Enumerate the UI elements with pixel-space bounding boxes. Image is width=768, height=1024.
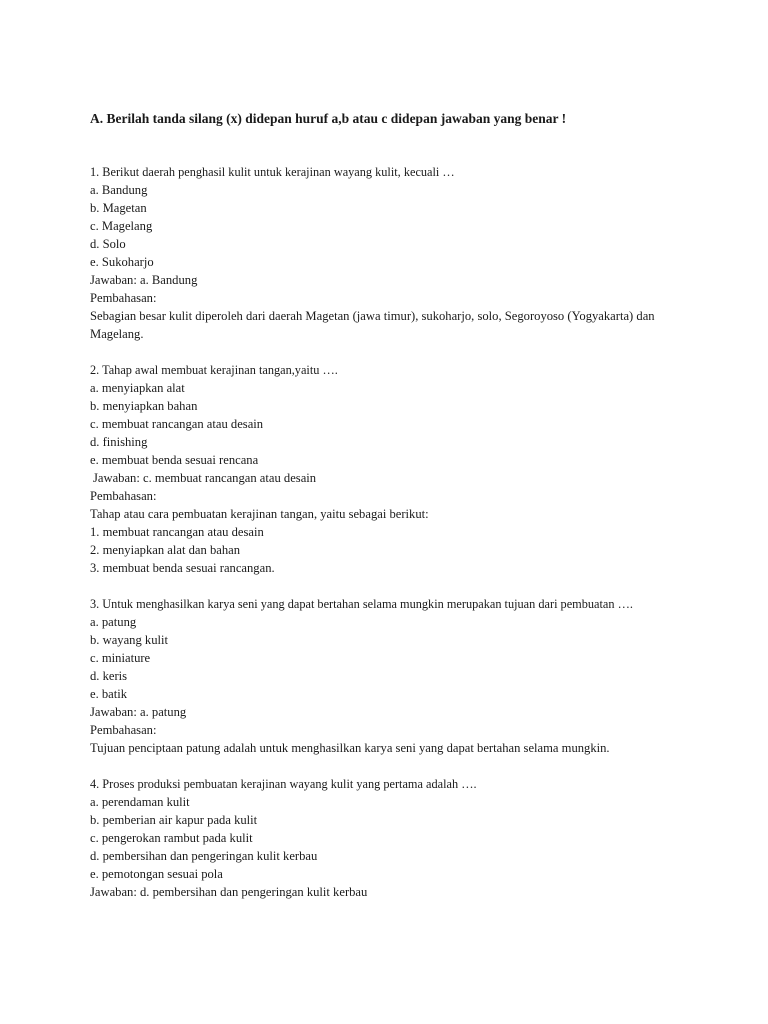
discussion-text: Tujuan penciptaan patung adalah untuk menghasilkan karya seni yang dapat bertahan selama mungkin. <box>90 741 610 755</box>
answer-option: c. membuat rancangan atau desain <box>90 417 264 431</box>
discussion-text: Tahap atau cara pembuatan kerajinan tangan, yaitu sebagai berikut: <box>90 507 429 521</box>
answer-option: c. pengerokan rambut pada kulit <box>90 831 253 845</box>
answer-option: c. Magelang <box>90 219 153 233</box>
answer-option: d. Solo <box>90 237 126 251</box>
answer-option: a. menyiapkan alat <box>90 381 185 395</box>
answer-option: a. patung <box>90 615 137 629</box>
answer-option: d. pembersihan dan pengeringan kulit kerbau <box>90 849 318 863</box>
answer-option: b. wayang kulit <box>90 633 168 647</box>
question-text: 4. Proses produksi pembuatan kerajinan wayang kulit yang pertama adalah …. <box>90 777 477 791</box>
discussion-label: Pembahasan: <box>90 723 157 737</box>
section-heading: A. Berilah tanda silang (x) didepan huruf a,b atau c didepan jawaban yang benar ! <box>90 111 567 126</box>
question-block <box>90 595 710 757</box>
answer-option: e. batik <box>90 687 128 701</box>
answer-key: Jawaban: c. membuat rancangan atau desain <box>93 471 317 485</box>
question-block <box>90 775 710 901</box>
answer-option: d. keris <box>90 669 128 683</box>
discussion-step: 3. membuat benda sesuai rancangan. <box>90 561 275 575</box>
answer-key: Jawaban: a. patung <box>90 705 187 719</box>
question-text: 2. Tahap awal membuat kerajinan tangan,yaitu …. <box>90 363 338 377</box>
answer-option: e. pemotongan sesuai pola <box>90 867 223 881</box>
discussion-step: 1. membuat rancangan atau desain <box>90 525 264 539</box>
question-text: 3. Untuk menghasilkan karya seni yang dapat bertahan selama mungkin merupakan tujuan dari pembuatan …. <box>90 597 633 611</box>
answer-option: a. Bandung <box>90 183 148 197</box>
question-block <box>90 361 710 577</box>
answer-key: Jawaban: a. Bandung <box>90 273 198 287</box>
answer-option: e. Sukoharjo <box>90 255 154 269</box>
question-block <box>90 163 710 343</box>
answer-option: a. perendaman kulit <box>90 795 190 809</box>
discussion-label: Pembahasan: <box>90 489 157 503</box>
answer-option: b. menyiapkan bahan <box>90 399 198 413</box>
discussion-step: 2. menyiapkan alat dan bahan <box>90 543 241 557</box>
question-text: 1. Berikut daerah penghasil kulit untuk kerajinan wayang kulit, kecuali … <box>90 165 455 179</box>
answer-option: b. pemberian air kapur pada kulit <box>90 813 258 827</box>
discussion-label: Pembahasan: <box>90 291 157 305</box>
answer-option: b. Magetan <box>90 201 147 215</box>
answer-option: c. miniature <box>90 651 151 665</box>
answer-key: Jawaban: d. pembersihan dan pengeringan kulit kerbau <box>90 885 368 899</box>
question-list <box>90 163 710 919</box>
discussion-text: Sebagian besar kulit diperoleh dari daerah Magetan (jawa timur), sukoharjo, solo, Segoroyoso (Yogyakarta) dan Magelang. <box>90 309 655 341</box>
answer-option: e. membuat benda sesuai rencana <box>90 453 259 467</box>
answer-option: d. finishing <box>90 435 148 449</box>
